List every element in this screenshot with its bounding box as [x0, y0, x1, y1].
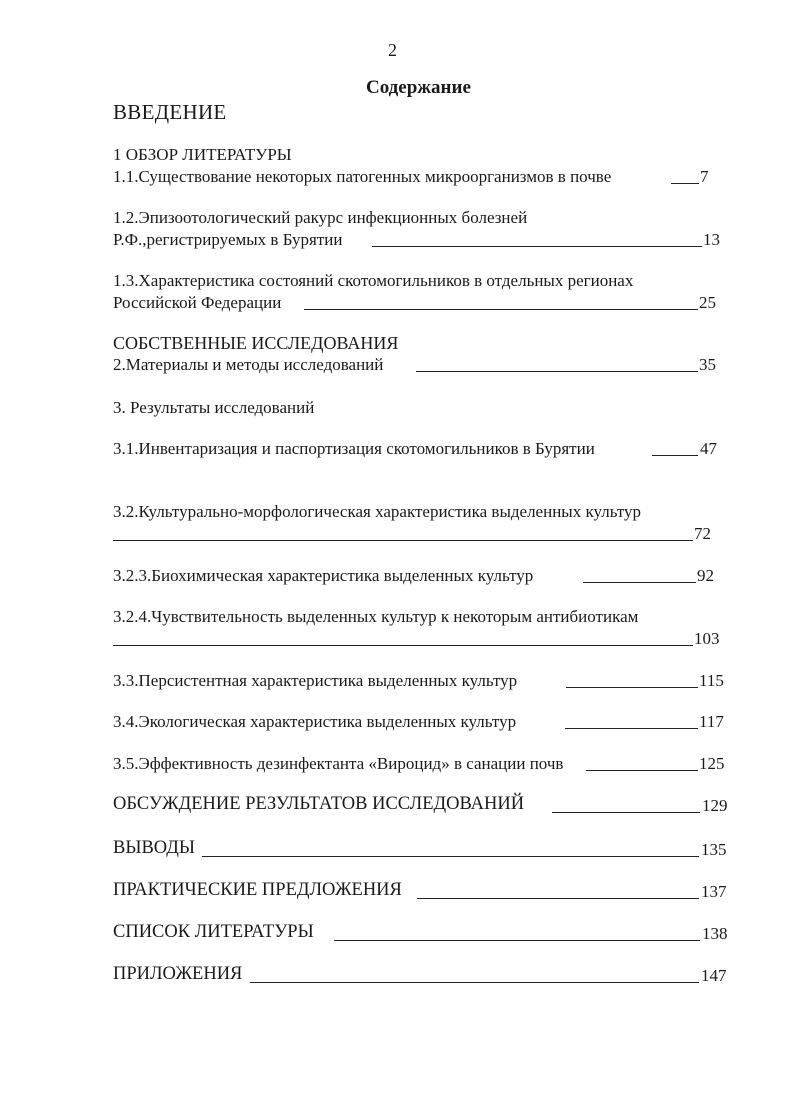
leader-line: [652, 455, 698, 456]
toc-entry-text: 2.Материалы и методы исследований: [113, 355, 384, 374]
toc-entry-page: 47: [700, 439, 717, 458]
toc-entry-page: 92: [697, 566, 714, 585]
toc-entry-text: 3.2.4.Чувствительность выделенных культур к некоторым антибиотикам: [113, 607, 639, 626]
toc-entry-page: 103: [694, 629, 720, 648]
page-number: 2: [388, 40, 397, 60]
toc-entry-page: 72: [694, 524, 711, 543]
toc-lit-review: 1 ОБЗОР ЛИТЕРАТУРЫ: [113, 145, 292, 164]
toc-entry-text: 3.1.Инвентаризация и паспортизация скотомогильников в Бурятии: [113, 439, 595, 458]
toc-entry-page: 129: [702, 796, 728, 815]
toc-own-research: СОБСТВЕННЫЕ ИССЛЕДОВАНИЯ: [113, 333, 399, 353]
leader-line: [113, 645, 693, 646]
toc-entry-page: 137: [701, 882, 727, 901]
leader-line: [565, 728, 698, 729]
toc-entry-page: 135: [701, 840, 727, 859]
toc-entry-page: 138: [702, 924, 728, 943]
toc-entry-text: ВЫВОДЫ: [113, 838, 196, 858]
toc-entry-text: 3.4.Экологическая характеристика выделенных культур: [113, 712, 517, 731]
toc-entry-3: 3. Результаты исследований: [113, 398, 315, 417]
page-title: Содержание: [366, 77, 471, 98]
toc-entry-text: 3.2.3.Биохимическая характеристика выделенных культур: [113, 566, 534, 585]
toc-intro: ВВЕДЕНИЕ: [113, 100, 227, 124]
toc-entry-page: 7: [700, 167, 709, 186]
leader-line: [586, 770, 698, 771]
toc-entry-text: 1.3.Характеристика состояний скотомогильников в отдельных регионах: [113, 271, 634, 290]
leader-line: [566, 687, 698, 688]
leader-line: [202, 856, 699, 857]
toc-entry-page: 35: [699, 355, 716, 374]
toc-entry-page: 117: [699, 712, 724, 731]
leader-line: [304, 309, 698, 310]
toc-entry-text: 1.1.Существование некоторых патогенных микроорганизмов в почве: [113, 167, 612, 186]
toc-entry-page: 25: [699, 293, 716, 312]
toc-entry-page: 125: [699, 754, 725, 773]
toc-entry-text: ПРИЛОЖЕНИЯ: [113, 964, 243, 984]
leader-line: [250, 982, 699, 983]
leader-line: [671, 183, 699, 184]
leader-line: [552, 812, 700, 813]
toc-entry-text: 3.2.Культурально-морфологическая характеристика выделенных культур: [113, 502, 642, 521]
toc-entry-page: 115: [699, 671, 724, 690]
toc-entry-text: 3.5.Эффективность дезинфектанта «Вироцид» в санации почв: [113, 754, 564, 773]
toc-entry-text: ПРАКТИЧЕСКИЕ ПРЕДЛОЖЕНИЯ: [113, 880, 402, 900]
leader-line: [334, 940, 700, 941]
toc-entry-page: 13: [703, 230, 720, 249]
toc-entry-text: СПИСОК ЛИТЕРАТУРЫ: [113, 922, 314, 942]
toc-entry-text: Российской Федерации: [113, 293, 282, 312]
toc-entry-text: 3.3.Персистентная характеристика выделенных культур: [113, 671, 518, 690]
toc-entry-page: 147: [701, 966, 727, 985]
toc-entry-text: ОБСУЖДЕНИЕ РЕЗУЛЬТАТОВ ИССЛЕДОВАНИЙ: [113, 794, 525, 814]
leader-line: [583, 582, 696, 583]
leader-line: [416, 371, 698, 372]
toc-entry-text: 1.2.Эпизоотологический ракурс инфекционных болезней: [113, 208, 528, 227]
toc-entry-text: Р.Ф.,регистрируемых в Бурятии: [113, 230, 343, 249]
leader-line: [113, 540, 693, 541]
leader-line: [372, 246, 702, 247]
leader-line: [417, 898, 699, 899]
